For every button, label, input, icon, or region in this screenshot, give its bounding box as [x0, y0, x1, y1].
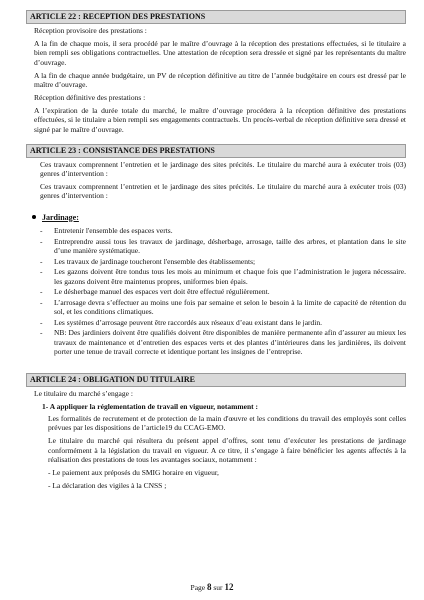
sur-label: sur	[213, 583, 223, 592]
article-22-paragraph-1: A la fin de chaque mois, il sera procédé par le maître d’ouvrage à la réception des prestations effectuées, si le titulaire a bien rempli ses obligations contractuelles. Une attestation de réception sera dressée et signé par les représentants du maître d’ouvrage.	[34, 38, 406, 67]
article-23-section	[26, 144, 406, 357]
list-item: - Entretenir l'ensemble des espaces verts.	[40, 226, 173, 236]
article-22-subheading-provisoire: Réception provisoire des prestations :	[34, 26, 147, 35]
article-23-paragraph-1: Ces travaux comprennent l’entretien et le jardinage des sites précités. Le titulaire du marché aura à exécuter trois (03) genres d’intervention :	[40, 159, 406, 178]
article-24-paragraph-1: Les formalités de recrutement et de protection de la main d'œuvre et les conditions du travail des employés sont celles prévues par les dispositions de l’article19 du CCAG-EMO.	[48, 414, 406, 433]
bullet-icon	[32, 215, 36, 219]
article-23-header: ARTICLE 23 : CONSISTANCE DES PRESTATIONS	[26, 144, 406, 158]
jardinage-list	[26, 226, 406, 357]
page-number: 8	[207, 582, 212, 592]
article-23-paragraph-2: Ces travaux comprennent l’entretien et le jardinage des sites précités. Le titulaire du marché aura à exécuter trois (03) genres d’intervention :	[40, 181, 406, 201]
article-24-intro: Le titulaire du marché s’engage :	[34, 388, 133, 398]
article-22-section	[26, 10, 406, 134]
article-24-header: ARTICLE 24 : OBLIGATION DU TITULAIRE	[26, 373, 406, 387]
article-22-header: ARTICLE 22 : RECEPTION DES PRESTATIONS	[26, 10, 406, 24]
article-22-subheading-definitive: Réception définitive des prestations :	[34, 92, 146, 102]
list-item: - Le désherbage manuel des espaces vert doit être effectué régulièrement.	[40, 287, 270, 297]
article-22-paragraph-3: A l’expiration de la durée totale du marché, le maître d’ouvrage procédera à la réception définitive des prestations effectuées, si le titulaire a bien rempli ses engagements contractuels. Un procès-verbal de réception définitive sera dressé et signé par le maître d’ouvrage.	[34, 105, 406, 134]
article-24-bullet-cnss: - La déclaration des vigiles à la CNSS ;	[48, 480, 167, 490]
article-24-bullet-smig: - Le paiement aux préposés du SMIG horaire en vigueur,	[48, 468, 219, 478]
item-text: A appliquer la réglementation de travail en vigueur, notamment :	[48, 401, 259, 411]
list-item: - Entreprendre aussi tous les travaux de jardinage, désherbage, arrosage, taille des arbres, et plantation dans le site d’une manière systématique.	[40, 236, 406, 256]
document-page	[26, 10, 406, 494]
page-total: 12	[224, 582, 234, 592]
jardinage-title: Jardinage:	[42, 212, 79, 222]
list-item: - NB: Des jardiniers doivent être qualifiés doivent être disponibles de manière permanente afin d’assurer au mieux les travaux de maintenance et d’entretien des espaces verts et des plantes d’intérieures dans les jardinières, ils doivent porter une tenue de travail correcte et identique portant les insignes de l’entreprise.	[40, 328, 406, 357]
article-22-paragraph-2: A la fin de chaque année budgétaire, un PV de réception définitive au titre de l’année budgétaire en cours est dressé par le maître d’ouvrage.	[34, 70, 406, 90]
article-24-item-1	[34, 402, 406, 411]
item-number: 1-	[42, 401, 49, 411]
article-24-paragraph-2: Le titulaire du marché qui résultera du présent appel d’offres, sont tenu d’exécuter les prestations de jardinage conformément à la législation du travail en vigueur. A ce titre, il s’engage à faire bénéficier les agents affectés à la réalisation des prestations de tous les avantages sociaux, notamment :	[48, 436, 406, 465]
page-label: Page	[190, 583, 206, 592]
list-item: - Les gazons doivent être tondus tous les mois au minimum et chaque fois que l’administration le jugera nécessaire. les gazons doivent être maintenus propres, uniformes bien épais.	[40, 267, 406, 286]
list-item: - L’arrosage devra s’effectuer au moins une fois par semaine et selon le besoin à la limite de capacité de rétention du sol, et les conditions climatiques.	[40, 297, 406, 317]
page-footer	[0, 583, 424, 592]
list-item: - Les systèmes d’arrosage peuvent être raccordés aux réseaux d’eau existant dans le jardin.	[40, 317, 323, 327]
list-item: - Les travaux de jardinage toucheront l'ensemble des établissements;	[40, 256, 256, 266]
jardinage-heading	[26, 213, 406, 222]
article-24-section	[26, 373, 406, 491]
